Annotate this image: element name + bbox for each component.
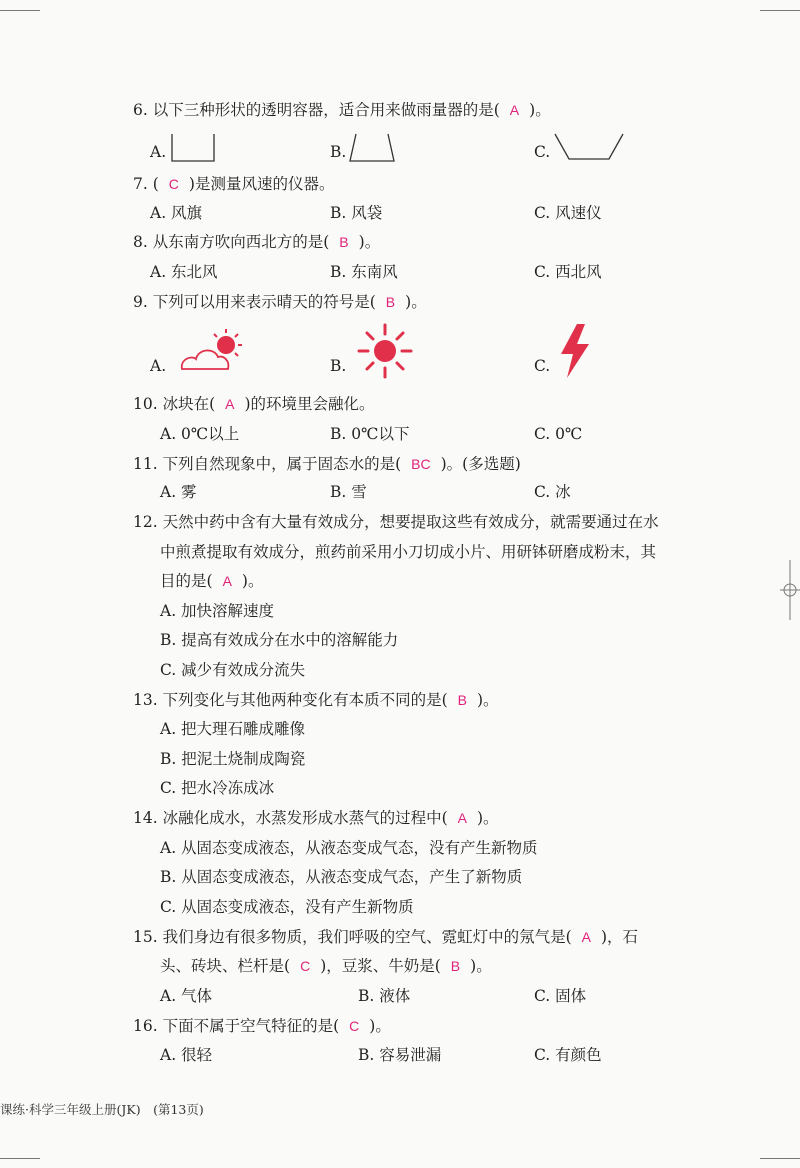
question-12-line-3: 目的是( A )。 xyxy=(160,572,264,590)
answer: A xyxy=(225,396,235,412)
question-10: 10. 冰块在( A )的环境里会融化。 xyxy=(133,395,375,413)
wide-trapezoid-container-icon xyxy=(553,133,625,163)
option-a[interactable]: A. 东北风 xyxy=(150,263,218,281)
answer: A xyxy=(457,810,467,826)
option-b[interactable]: B. 风袋 xyxy=(330,204,383,222)
option-a[interactable]: A. 风旗 xyxy=(150,204,203,222)
option-c[interactable]: C. 固体 xyxy=(534,987,587,1005)
option-c[interactable]: C. 把水冷冻成冰 xyxy=(160,779,275,797)
answer: C xyxy=(168,176,179,192)
sun-icon xyxy=(356,322,414,380)
option-a[interactable]: A. xyxy=(150,143,167,161)
question-11: 11. 下列自然现象中，属于固态水的是( BC )。(多选题) xyxy=(133,455,521,473)
option-a[interactable]: A. 从固态变成液态，从液态变成气态，没有产生新物质 xyxy=(160,839,538,857)
trapezoid-container-icon xyxy=(348,133,396,163)
option-b[interactable]: B. xyxy=(330,143,347,161)
option-c[interactable]: C. 从固态变成液态，没有产生新物质 xyxy=(160,898,414,916)
option-a[interactable]: A. 雾 xyxy=(160,483,197,501)
option-a[interactable]: A. xyxy=(150,357,167,375)
question-15-line-1: 15. 我们身边有很多物质，我们呼吸的空气、霓虹灯中的氖气是( A )，石 xyxy=(133,928,639,946)
crop-mark xyxy=(0,10,40,11)
option-c[interactable]: C. 冰 xyxy=(534,483,571,501)
option-c[interactable]: C. xyxy=(534,143,551,161)
option-c[interactable]: C. 0℃ xyxy=(534,425,583,443)
option-b[interactable]: B. 提高有效成分在水中的溶解能力 xyxy=(160,631,399,649)
option-b[interactable]: B. 容易泄漏 xyxy=(358,1046,442,1064)
option-b[interactable]: B. 液体 xyxy=(358,987,411,1005)
option-b[interactable]: B. 东南风 xyxy=(330,263,398,281)
option-a[interactable]: A. 0℃以上 xyxy=(160,425,240,443)
option-a[interactable]: A. 气体 xyxy=(160,987,213,1005)
option-c[interactable]: C. xyxy=(534,357,551,375)
answer: B xyxy=(450,958,461,974)
crop-mark xyxy=(760,10,800,11)
option-c[interactable]: C. 西北风 xyxy=(534,263,602,281)
question-9: 9. 下列可以用来表示晴天的符号是( B )。 xyxy=(133,293,427,311)
question-15-line-2: 头、砖块、栏杆是( C )，豆浆、牛奶是( B )。 xyxy=(160,957,492,975)
answer: A xyxy=(581,929,591,945)
option-a[interactable]: A. 把大理石雕成雕像 xyxy=(160,720,306,738)
question-8: 8. 从东南方吹向西北方的是( B )。 xyxy=(133,233,381,251)
answer: B xyxy=(457,692,467,708)
question-7: 7. ( C )是测量风速的仪器。 xyxy=(133,175,335,193)
crop-mark xyxy=(0,1158,40,1159)
option-c[interactable]: C. 减少有效成分流失 xyxy=(160,661,306,679)
question-16: 16. 下面不属于空气特征的是( C )。 xyxy=(133,1017,391,1035)
option-b[interactable]: B. 0℃以下 xyxy=(330,425,410,443)
option-b[interactable]: B. xyxy=(330,357,347,375)
option-c[interactable]: C. 有颜色 xyxy=(534,1046,602,1064)
answer: A xyxy=(222,573,232,589)
answer: C xyxy=(349,1018,360,1034)
answer: B xyxy=(385,294,396,310)
option-a[interactable]: A. 加快溶解速度 xyxy=(160,602,275,620)
answer: BC xyxy=(411,456,431,472)
question-6: 6. 以下三种形状的透明容器，适合用来做雨量器的是( A )。 xyxy=(133,101,551,119)
option-a[interactable]: A. 很轻 xyxy=(160,1046,213,1064)
answer: A xyxy=(509,102,520,118)
option-c[interactable]: C. 风速仪 xyxy=(534,204,602,222)
option-b[interactable]: B. 从固态变成液态，从液态变成气态，产生了新物质 xyxy=(160,868,523,886)
question-13: 13. 下列变化与其他两种变化有本质不同的是( B )。 xyxy=(133,691,499,709)
question-12-line-2: 中煎煮提取有效成分，煎药前采用小刀切成小片、用研钵研磨成粉末，其 xyxy=(160,543,657,561)
rect-container-icon xyxy=(170,133,216,163)
option-b[interactable]: B. 把泥土烧制成陶瓷 xyxy=(160,750,306,768)
question-14: 14. 冰融化成水，水蒸发形成水蒸气的过程中( A )。 xyxy=(133,809,499,827)
option-b[interactable]: B. 雪 xyxy=(330,483,367,501)
registration-mark-icon xyxy=(780,560,800,620)
question-12-line-1: 12. 天然中药中含有大量有效成分，想要提取这些有效成分，就需要通过在水 xyxy=(133,513,659,531)
partly-cloudy-icon xyxy=(178,325,248,375)
lightning-icon xyxy=(555,322,595,380)
answer: B xyxy=(339,234,349,250)
page-footer: 课练·科学三年级上册(JK) (第13页) xyxy=(0,1102,204,1117)
crop-mark xyxy=(760,1158,800,1159)
answer: C xyxy=(300,958,311,974)
